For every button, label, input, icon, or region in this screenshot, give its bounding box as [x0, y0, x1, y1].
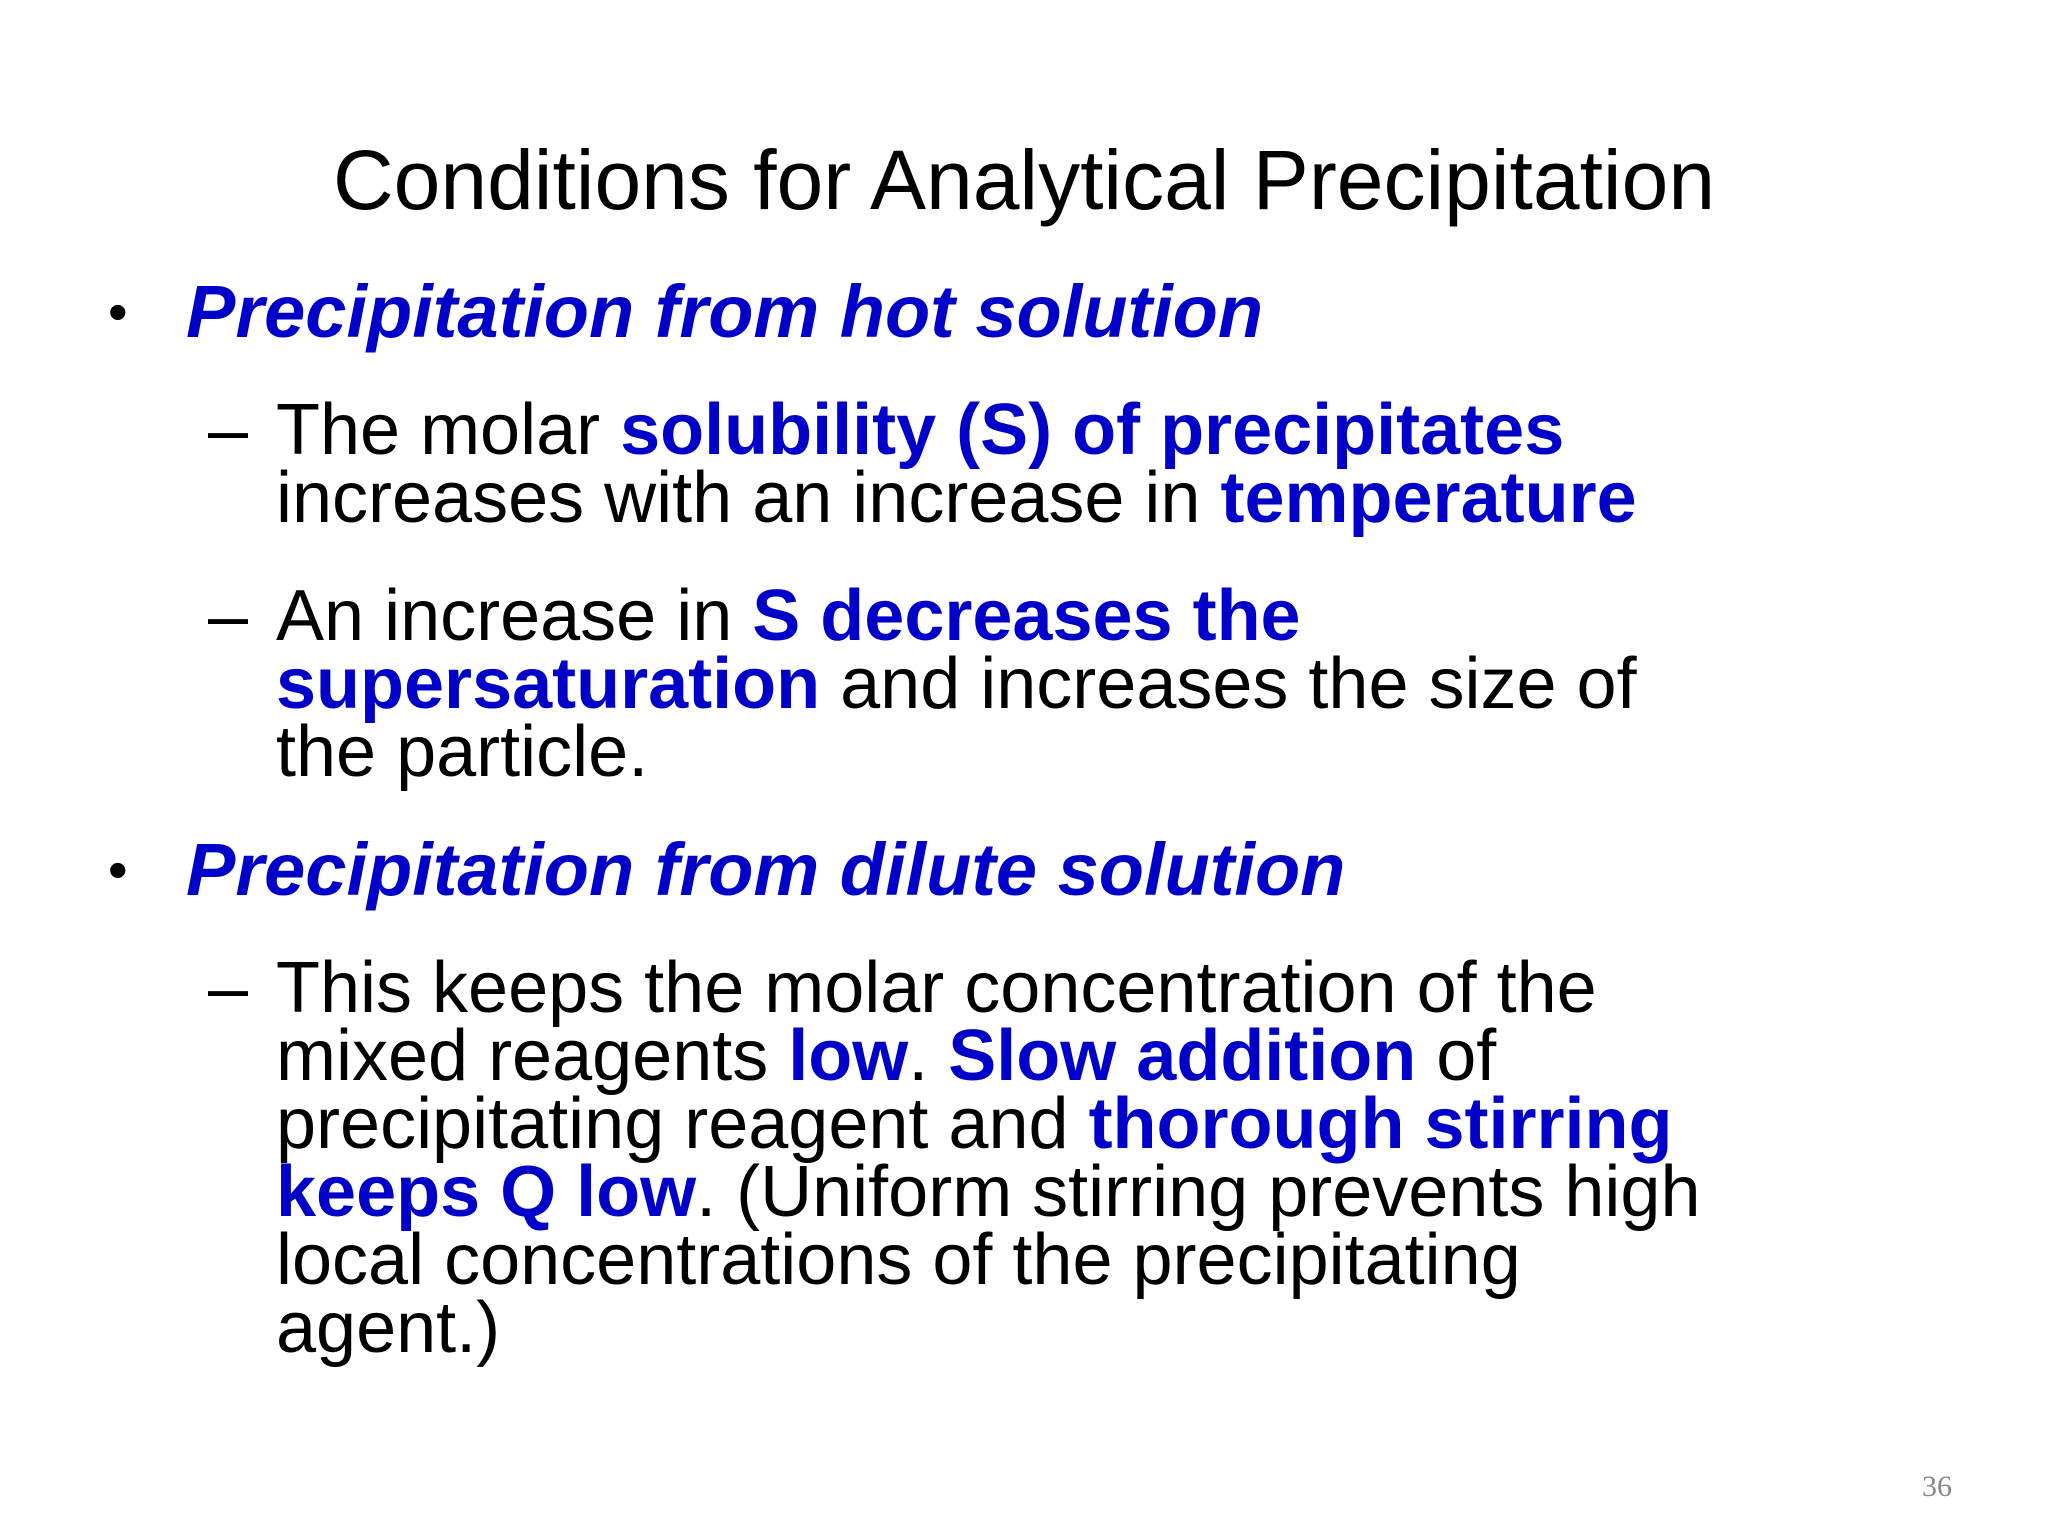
- text-line: [276, 576, 1637, 656]
- slide-title: Conditions for Analytical Precipitation: [332, 133, 1716, 227]
- highlighted-text: supersaturation: [276, 644, 821, 724]
- body-text: .: [908, 1016, 949, 1096]
- text-line: [276, 1152, 1701, 1232]
- text-line: [276, 1016, 1701, 1096]
- body-text: agent.): [276, 1288, 501, 1368]
- highlighted-text: solubility (S) of precipitates: [620, 390, 1565, 470]
- body-text: and increases the size of: [820, 644, 1637, 724]
- highlighted-text: low: [788, 1016, 909, 1096]
- text-line: [276, 712, 1637, 792]
- bullet-dot: •: [108, 280, 128, 343]
- highlighted-text: keeps Q low: [276, 1152, 697, 1232]
- body-text: increases with an increase in: [276, 458, 1221, 538]
- highlighted-text: thorough stirring: [1088, 1084, 1673, 1164]
- text-line: [276, 458, 1637, 538]
- bullet-heading: Precipitation from hot solution: [186, 270, 1264, 353]
- sub-text: [276, 390, 1637, 538]
- body-text: the particle.: [276, 712, 649, 792]
- text-line: [276, 1288, 1701, 1368]
- highlighted-text: temperature: [1220, 458, 1637, 538]
- sub-text: [276, 948, 1701, 1368]
- text-line: [276, 644, 1637, 724]
- sub-text: [276, 576, 1637, 792]
- body-text: This keeps the molar concentration of the: [276, 948, 1597, 1028]
- sub-dash: –: [208, 390, 249, 470]
- body-text: The molar: [276, 390, 621, 470]
- body-text: mixed reagents: [276, 1016, 789, 1096]
- bullet-dot: •: [108, 838, 128, 901]
- text-line: [276, 948, 1701, 1028]
- body-text: of: [1416, 1016, 1497, 1096]
- text-line: [276, 1084, 1701, 1164]
- highlighted-text: S decreases the: [752, 576, 1301, 656]
- body-text: local concentrations of the precipitating: [276, 1220, 1521, 1300]
- body-text: An increase in: [276, 576, 753, 656]
- sub-dash: –: [208, 948, 249, 1028]
- bullet-heading: Precipitation from dilute solution: [186, 828, 1346, 911]
- body-text: precipitating reagent and: [276, 1084, 1089, 1164]
- sub-dash: –: [208, 576, 249, 656]
- text-line: [276, 1220, 1701, 1300]
- page-number: 36: [1922, 1470, 1952, 1503]
- text-line: [276, 390, 1637, 470]
- body-text: . (Uniform stirring prevents high: [696, 1152, 1701, 1232]
- highlighted-text: Slow addition: [948, 1016, 1417, 1096]
